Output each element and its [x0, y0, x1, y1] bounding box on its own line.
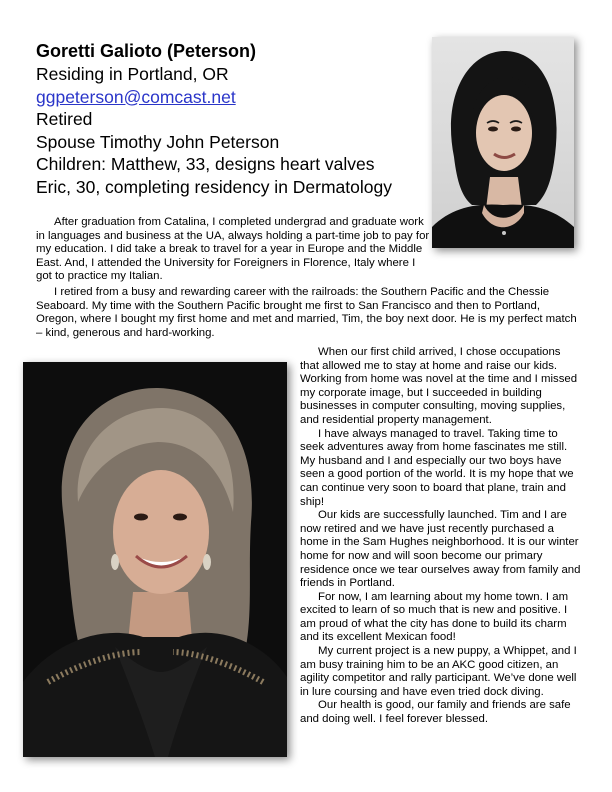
story-paragraph-hometown: For now, I am learning about my home town. I am excited to learn of so much that is new and positive. I am proud of what the city has done to build its charm and its excellent Mexican food! — [300, 590, 569, 644]
story-paragraph-travel: I have always managed to travel. Taking time to seek adventures away from home fascinates me still. My husband and I and especially our two boys have seen a good portion of the world. It is my hope that we can continue very soon to board that plane, train and ship! — [300, 427, 574, 508]
residence-line: Residing in Portland, OR — [36, 64, 229, 84]
recent-portrait-image — [23, 362, 287, 757]
recent-photo — [23, 362, 287, 757]
story-paragraph-family: When our first child arrived, I chose occupations that allowed me to stay at home and raise our kids. Working from home was novel at the time and I missed my corporate image, but I succeeded in building businesses in computer consulting, moving supplies, and residential property management. — [300, 346, 578, 426]
status-line: Retired — [36, 109, 93, 129]
person-name: Goretti Galioto (Peterson) — [36, 41, 257, 61]
email-link[interactable]: ggpeterson@comcast.net — [36, 86, 236, 107]
children-line-1: Children: Matthew, 33, designs heart valves — [36, 154, 375, 174]
story-paragraph-puppy: My current project is a new puppy, a Whippet, and I am busy training him to be an AKC good citizen, an agility competitor and rally participant. We’ve done well in lure coursing and have even tried dock diving. — [300, 645, 577, 698]
story-column — [300, 346, 582, 727]
yearbook-portrait-image — [432, 37, 574, 248]
yearbook-photo — [432, 37, 574, 248]
story-paragraph-health: Our health is good, our family and friends are safe and doing well. I feel forever blessed. — [300, 699, 571, 726]
profile-header — [36, 39, 436, 198]
story-career — [36, 286, 581, 340]
story-paragraph-career: I retired from a busy and rewarding career with the railroads: the Southern Pacific and the Chessie Seaboard. My time with the Southern Pacific brought me first to San Francisco and then to Portland, Oregon, where I bought my first home and met and married, Tim, the boy next door. He is my perfect match – kind, generous and hard-working. — [36, 286, 577, 339]
story-paragraph-retirement: Our kids are successfully launched. Tim and I are now retired and we have just recently purchased a home in the Sam Hughes neighborhood. It is our winter home for now and will soon become our primary residence once we tear ourselves away from family and friends in Portland. — [300, 509, 581, 590]
spouse-line: Spouse Timothy John Peterson — [36, 131, 280, 152]
story-paragraph-education: After graduation from Catalina, I completed undergrad and graduate work in languages and business at the UA, always holding a part-time job to pay for my education. I did take a break to travel for a year in Europe and the Middle East. And, I attended the University for Foreigners in Florence, Italy where I got to practice my Italian. — [36, 216, 430, 283]
children-line-2: Eric, 30, completing residency in Dermatology — [36, 176, 392, 197]
story-intro — [36, 216, 434, 284]
